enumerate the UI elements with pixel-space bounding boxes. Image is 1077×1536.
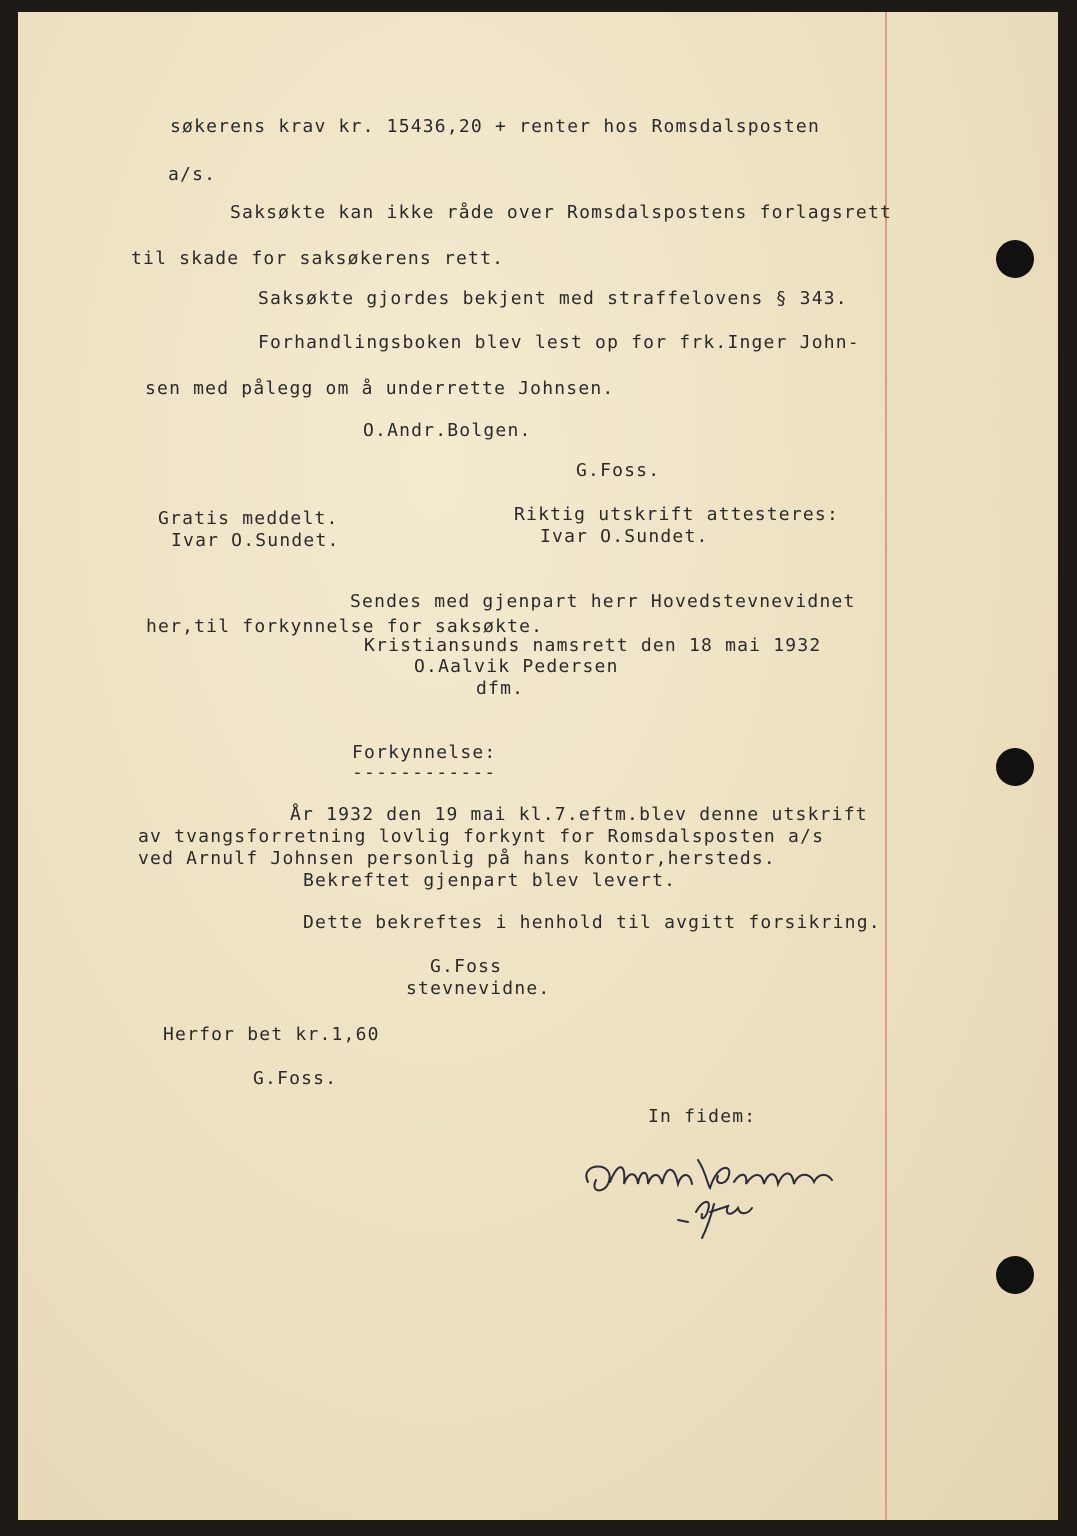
text-line: sen med pålegg om å underrette Johnsen. [145, 378, 615, 399]
text-line: In fidem: [648, 1106, 757, 1127]
text-line: Saksøkte gjordes bekjent med straffelovens § 343. [258, 288, 848, 309]
signature-name: Ivar O.Sundet. [540, 526, 709, 547]
text-line: Forhandlingsboken blev lest op for frk.Inger John- [258, 332, 860, 353]
text-line: Kristiansunds namsrett den 18 mai 1932 [364, 635, 822, 656]
punch-hole [996, 1256, 1034, 1294]
handwritten-signature [578, 1142, 858, 1242]
text-line: dfm. [476, 678, 525, 699]
text-line: Riktig utskrift attesteres: [514, 504, 839, 525]
signature-name: O.Aalvik Pedersen [414, 656, 619, 677]
punch-hole [996, 240, 1034, 278]
text-line: Bekreftet gjenpart blev levert. [303, 870, 677, 891]
text-line: til skade for saksøkerens rett. [131, 248, 505, 269]
signature-name: G.Foss. [576, 460, 661, 481]
text-line: Gratis meddelt. [158, 508, 339, 529]
text-line: Herfor bet kr.1,60 [163, 1024, 380, 1045]
section-heading: Forkynnelse: [352, 742, 497, 763]
signature-name: G.Foss [430, 956, 503, 977]
text-line: ved Arnulf Johnsen personlig på hans kontor,hersteds. [138, 848, 776, 869]
text-line: stevnevidne. [406, 978, 551, 999]
signature-name: G.Foss. [253, 1068, 338, 1089]
text-line: a/s. [168, 164, 217, 185]
document-page [18, 12, 1058, 1520]
margin-rule [885, 12, 887, 1520]
text-line: Dette bekreftes i henhold til avgitt forsikring. [303, 912, 881, 933]
punch-hole [996, 748, 1034, 786]
text-line: Saksøkte kan ikke råde over Romsdalspostens forlagsrett [230, 202, 893, 223]
text-line: søkerens krav kr. 15436,20 + renter hos Romsdalsposten [170, 116, 820, 137]
signature-name: O.Andr.Bolgen. [363, 420, 532, 441]
heading-underline: ------------ [352, 762, 497, 783]
signature-name: Ivar O.Sundet. [171, 530, 340, 551]
text-line: her,til forkynnelse for saksøkte. [146, 616, 544, 637]
text-line: Sendes med gjenpart herr Hovedstevnevidnet [350, 591, 856, 612]
text-line: År 1932 den 19 mai kl.7.eftm.blev denne utskrift [290, 804, 868, 825]
text-line: av tvangsforretning lovlig forkynt for Romsdalsposten a/s [138, 826, 825, 847]
